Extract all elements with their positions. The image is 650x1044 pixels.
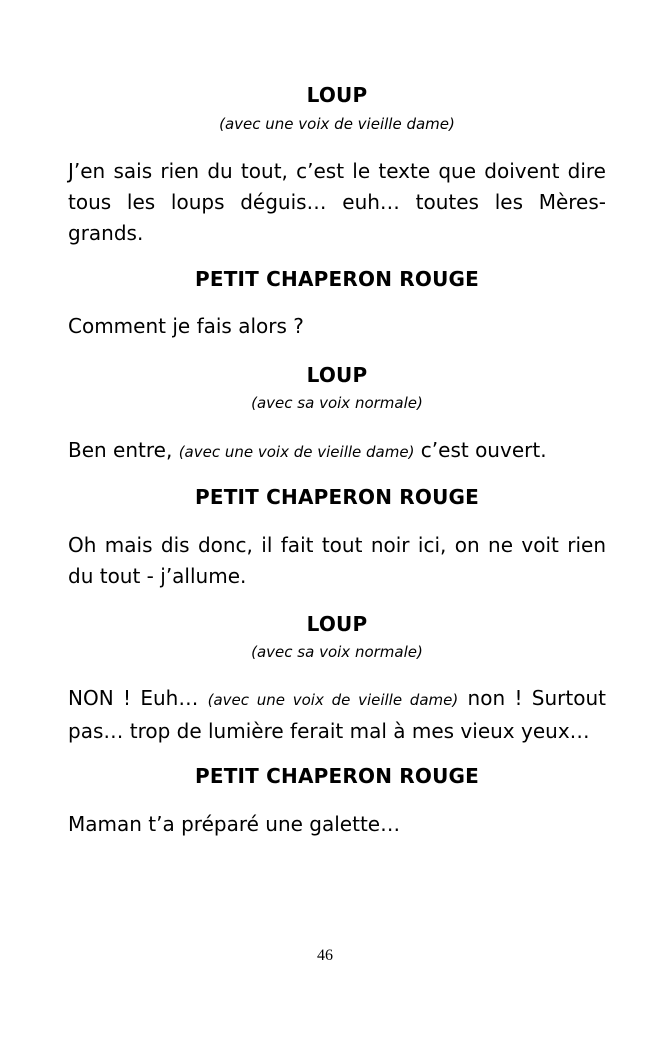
dialogue-line: Maman t’a préparé une galette… xyxy=(68,812,401,836)
inline-stage-direction: (avec une voix de vieille dame) xyxy=(207,691,459,709)
dialogue-text: NON ! Euh… xyxy=(68,686,208,710)
stage-direction: (avec une voix de vieille dame) xyxy=(219,115,455,133)
speaker-name: LOUP xyxy=(306,612,368,636)
dialogue-line: Comment je fais alors ? xyxy=(68,314,304,338)
dialogue-line xyxy=(68,435,606,468)
speaker-name: PETIT CHAPERON ROUGE xyxy=(194,764,480,788)
speaker-name: PETIT CHAPERON ROUGE xyxy=(194,485,480,509)
inline-stage-direction: (avec une voix de vieille dame) xyxy=(178,443,415,461)
dialogue-line: Oh mais dis donc, il fait tout noir ici, on ne voit rien du tout - j’allume. xyxy=(68,533,606,588)
dialogue-text: Ben entre, xyxy=(68,438,179,462)
dialogue-text: non ! Surtout pas… trop de lumière ferait mal à mes vieux yeux… xyxy=(68,686,606,743)
stage-direction: (avec sa voix normale) xyxy=(251,643,423,661)
stage-direction: (avec sa voix normale) xyxy=(251,394,423,412)
dialogue-line: J’en sais rien du tout, c’est le texte que doivent dire tous les loups déguis… euh… toutes les Mères-grands. xyxy=(68,159,606,245)
speaker-name: LOUP xyxy=(306,363,368,387)
page-number: 46 xyxy=(317,947,333,964)
speaker-name: LOUP xyxy=(306,83,368,107)
speaker-name: PETIT CHAPERON ROUGE xyxy=(194,267,480,291)
dialogue-line xyxy=(68,683,606,747)
dialogue-text: c’est ouvert. xyxy=(414,438,547,462)
